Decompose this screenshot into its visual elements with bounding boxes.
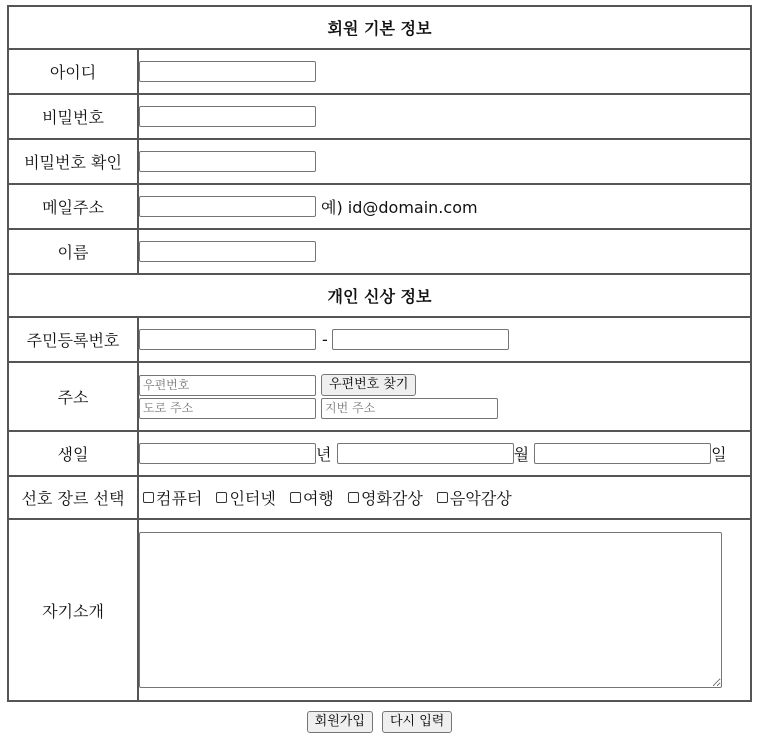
ssn-front-input[interactable] — [139, 329, 316, 350]
password-input[interactable] — [139, 106, 316, 127]
section-title-basic: 회원 기본 정보 — [9, 7, 752, 50]
ssn-back-input[interactable] — [332, 329, 509, 350]
label-name: 이름 — [9, 230, 139, 275]
label-genres: 선호 장르 선택 — [9, 477, 139, 520]
genre-label-movies: 영화감상 — [360, 489, 423, 508]
cell-email — [139, 185, 752, 230]
cell-genres — [139, 477, 752, 520]
birth-day-input[interactable] — [534, 443, 711, 464]
label-address: 주소 — [9, 363, 139, 432]
birth-day-unit: 일 — [711, 445, 727, 464]
genre-label-computer: 컴퓨터 — [156, 489, 203, 508]
signup-table — [7, 5, 752, 702]
cell-address — [139, 363, 752, 432]
birth-month-input[interactable] — [337, 443, 514, 464]
label-password-confirm: 비밀번호 확인 — [9, 140, 139, 185]
intro-textarea[interactable] — [139, 532, 722, 688]
genre-checkbox-travel[interactable] — [290, 492, 301, 503]
cell-name — [139, 230, 752, 275]
user-id-input[interactable] — [139, 61, 316, 82]
ssn-separator: - — [322, 330, 328, 349]
genre-checkbox-music[interactable] — [437, 492, 448, 503]
password-confirm-input[interactable] — [139, 151, 316, 172]
address-row-zip — [139, 374, 750, 397]
name-input[interactable] — [139, 241, 316, 262]
lot-address-input[interactable] — [321, 398, 498, 419]
genre-label-music: 음악감상 — [449, 489, 512, 508]
form-actions — [7, 711, 752, 733]
zip-input[interactable] — [139, 375, 316, 396]
signup-button[interactable]: 회원가입 — [307, 711, 373, 733]
genre-checkbox-movies[interactable] — [348, 492, 359, 503]
birth-year-input[interactable] — [139, 443, 316, 464]
cell-intro — [139, 520, 752, 702]
signup-form — [7, 5, 752, 733]
section-title-personal: 개인 신상 정보 — [9, 275, 752, 318]
genre-label-internet: 인터넷 — [229, 489, 276, 508]
label-password: 비밀번호 — [9, 95, 139, 140]
email-hint: 예) id@domain.com — [321, 198, 478, 217]
cell-ssn — [139, 318, 752, 363]
cell-password — [139, 95, 752, 140]
genre-checkbox-internet[interactable] — [216, 492, 227, 503]
label-ssn: 주민등록번호 — [9, 318, 139, 363]
email-input[interactable] — [139, 196, 316, 217]
label-birthday: 생일 — [9, 432, 139, 477]
birth-month-unit: 월 — [513, 445, 530, 464]
reset-button[interactable]: 다시 입력 — [382, 711, 452, 733]
label-intro: 자기소개 — [9, 520, 139, 702]
label-email: 메일주소 — [9, 185, 139, 230]
genre-checkbox-computer[interactable] — [143, 492, 154, 503]
genre-label-travel: 여행 — [302, 489, 334, 508]
cell-password-confirm — [139, 140, 752, 185]
find-zip-button[interactable]: 우편번호 찾기 — [321, 374, 416, 396]
birth-year-unit: 년 — [316, 445, 332, 464]
cell-user-id — [139, 50, 752, 95]
label-user-id: 아이디 — [9, 50, 139, 95]
road-address-input[interactable] — [139, 398, 316, 419]
cell-birthday — [139, 432, 752, 477]
address-row-detail — [139, 397, 750, 420]
